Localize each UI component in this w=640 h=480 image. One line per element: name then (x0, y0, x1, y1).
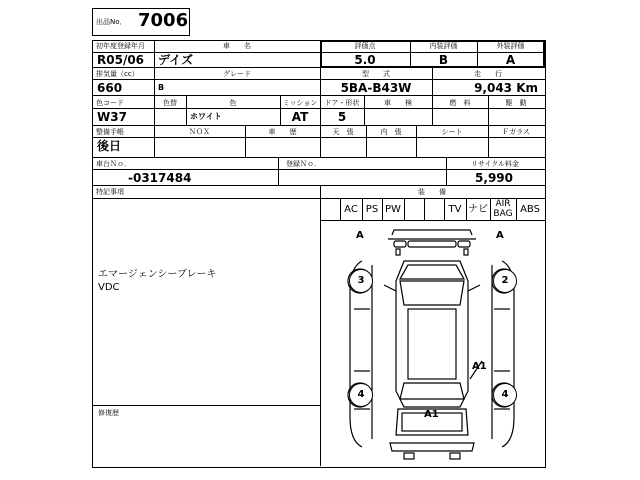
label-equipment: 装 備 (418, 188, 446, 196)
label-nox: ＮＯＸ (189, 128, 210, 136)
equipment-airbag: AIR BAG (493, 199, 513, 219)
label-chassis-no: 車台Ｎｏ． (96, 160, 131, 168)
mark-right-front-door: 2 (493, 269, 517, 293)
equipment-ac: AC (344, 204, 358, 215)
value-maintenance-book: 後日 (97, 139, 122, 153)
value-score: 5.0 (354, 53, 376, 67)
mark-front-right: A (496, 230, 504, 241)
value-transmission: AT (291, 110, 309, 124)
equipment-tv: TV (448, 204, 462, 215)
label-mileage: 走 行 (474, 70, 502, 78)
label-history: 車 歴 (268, 128, 297, 136)
value-mileage: 9,043 Km (474, 81, 538, 95)
mark-left-front-door: 3 (349, 269, 373, 293)
mark-right-rear: 4 (493, 383, 517, 407)
mark-right-rear-quarter: A1 (472, 361, 487, 372)
label-door-shape: ドア・形状 (324, 99, 360, 107)
label-maintenance-book: 整備手帳 (96, 128, 124, 136)
label-inspection: 車 検 (384, 99, 412, 107)
label-color-change: 色替 (163, 99, 177, 107)
car-damage-diagram (320, 221, 544, 465)
label-registration-no: 登録Ｎｏ． (286, 160, 321, 168)
label-recycle-fee: リサイクル料金 (470, 160, 520, 168)
label-exterior-grade: 外装評価 (496, 42, 525, 50)
label-interior-grade: 内装評価 (429, 42, 458, 50)
label-displacement: 排気量（cc） (96, 70, 139, 78)
label-fuel: 燃 料 (449, 99, 471, 107)
value-color-code: W37 (97, 110, 127, 124)
equipment-ps: PS (365, 204, 379, 215)
label-car-name: 車 名 (223, 42, 251, 50)
value-interior-grade: B (438, 53, 449, 67)
label-ceiling: 天 張 (332, 128, 354, 136)
label-first-registration: 初年度登録年月 (96, 42, 145, 50)
label-score: 評価点 (354, 42, 376, 50)
label-remarks: 特記事項 (96, 188, 124, 196)
label-seat: シート (441, 128, 463, 136)
value-car-name: デイズ (158, 53, 194, 67)
lot-number-label: 出品No． (96, 18, 127, 26)
label-grade: グレード (223, 70, 251, 78)
lot-number-value: 7006 (138, 10, 189, 31)
label-color-code: 色コード (96, 99, 124, 107)
label-front-glass: Ｆガラス (502, 128, 530, 136)
mark-left-rear: 4 (349, 383, 373, 407)
equipment-abs: ABS (520, 204, 540, 215)
value-exterior-grade: A (505, 53, 516, 67)
value-displacement: 660 (97, 81, 123, 95)
label-drive: 駆 動 (505, 99, 527, 107)
value-grade: B (158, 83, 165, 92)
value-recycle-fee: 5,990 (475, 171, 513, 185)
mark-rear-bumper: A1 (424, 409, 439, 420)
value-color: ホワイト (190, 112, 222, 121)
label-transmission: ミッション (282, 99, 318, 107)
value-model: 5BA-B43W (340, 81, 412, 95)
value-first-registration: R05/06 (97, 53, 145, 67)
value-door-shape: 5 (337, 110, 347, 124)
label-repair-history: 修復歴 (98, 409, 119, 417)
remark-line-1: エマージェンシーブレーキ (98, 269, 217, 280)
equipment-navi: ナビ (468, 204, 488, 215)
value-chassis-no: -0317484 (128, 171, 192, 185)
label-lining: 内 張 (380, 128, 402, 136)
label-model: 型 式 (362, 70, 390, 78)
label-color: 色 (229, 99, 237, 107)
equipment-pw: PW (385, 204, 401, 215)
mark-front-left: A (356, 230, 364, 241)
remark-line-2: VDC (98, 282, 120, 293)
